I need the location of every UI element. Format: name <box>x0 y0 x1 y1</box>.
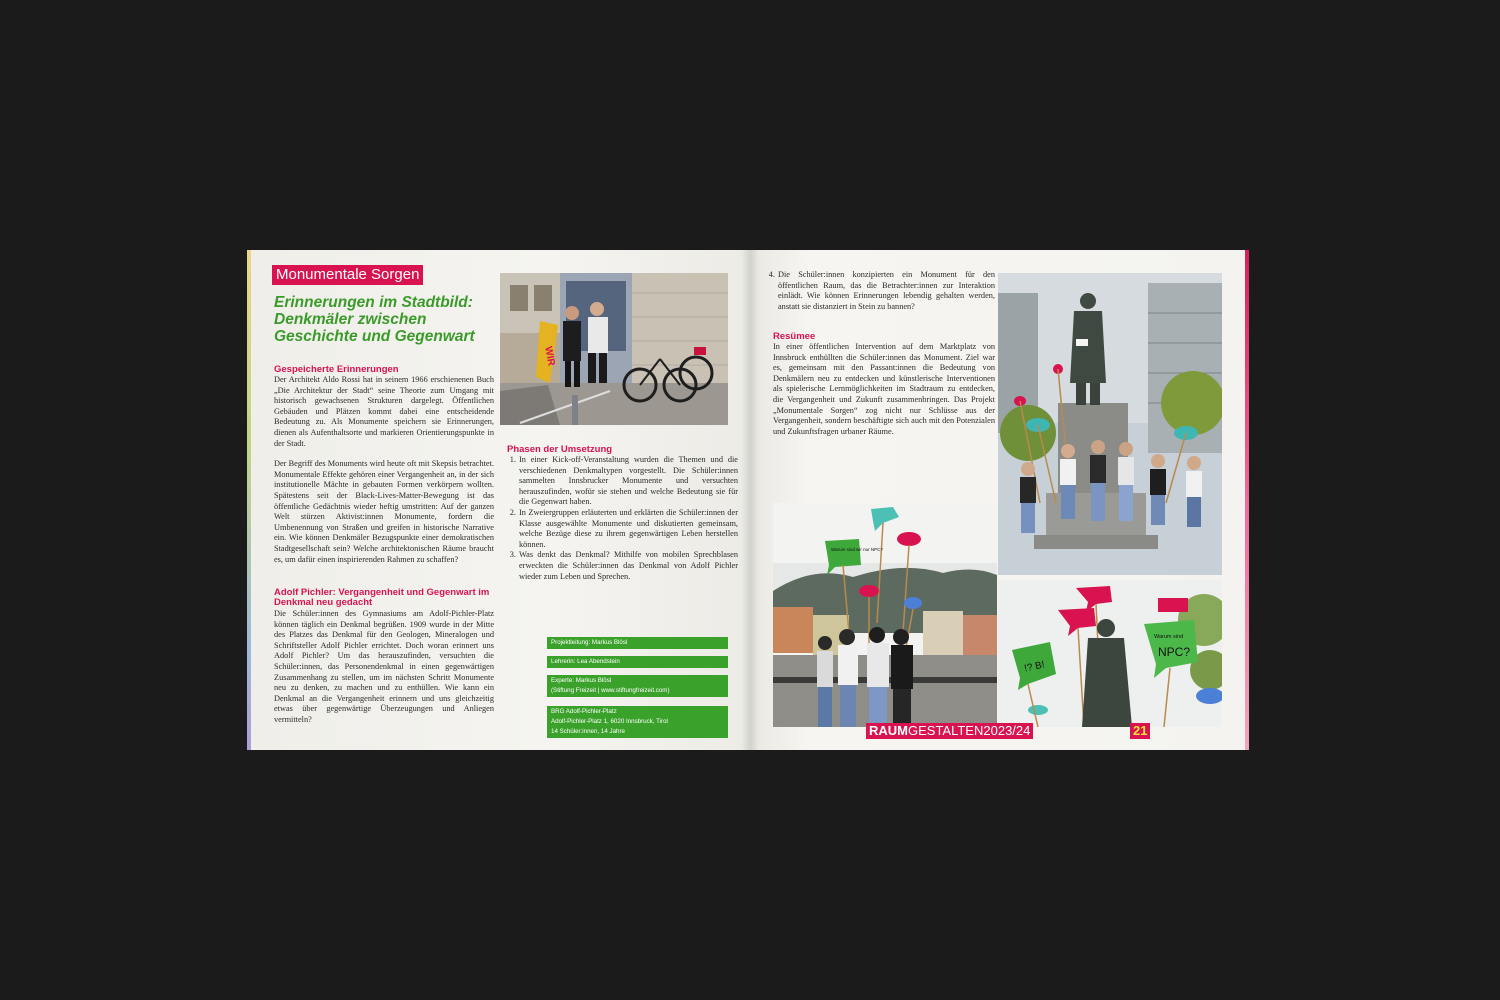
info-line: (Stiftung Freizeit | www.stiftungfreizeit.com) <box>551 687 670 694</box>
paragraph-resume: In einer öffentlichen Intervention auf dem Marktplatz von Innsbruck enthüllten die Schüler:innen das Monument. Ziel war es, gemeinsam mit den Passant:innen die Bedeutung von Denkmälern neu zu entdecken und künstlerische Interventionen als spielerische Lernmöglichkeiten im Stadtraum zu entdecken, die Vergangenheit und Zukunft zusammenbringen. Das Projekt „Monumentale Sorgen“ zog nicht nur Schlüsse aus der Vergangenheit, sondern beschäftigte sich auch mit den Potenzialen und Zukunftsfragen urbaner Räume. <box>773 342 995 436</box>
masthead-gestalten: GESTALTEN <box>908 723 984 738</box>
info-line: BRG Adolf-Pichler-Platz <box>551 708 617 715</box>
bubble-why-npc-text: Warum sind wir nur NPC? <box>831 547 883 552</box>
info-box-school <box>547 706 728 738</box>
phase-step-4: 4. Die Schüler:innen konzipierten ein Monument für den öffentlichen Raum, das die Betrachter:innen zur Interaktion einlädt. Wie können Erinnerungen lebendig gehalten werden, anstatt sie distanziert in Stein zu bannen? <box>777 270 995 312</box>
paragraph-rossi: Der Architekt Aldo Rossi hat in seinem 1966 erschienenen Buch „Die Architektur der Stadt“ seine Theorie zum Umgang mit historisch gewachsenen Strukturen dargelegt. Öffentlichen Gebäuden und Plätzen kommt dabei eine entscheidende Bedeutung zu. Als Monumente speichern sie Erinnerungen, dienen als Aufenthaltsorte und markieren Orientierungspunkte in der Stadt. <box>274 375 494 448</box>
bubble-short-text: !? B! <box>1023 659 1046 675</box>
sign-wir-text: WIR <box>542 345 557 367</box>
info-line: Experte: Markus Blösl <box>551 677 612 684</box>
article-headline: Erinnerungen im Stadtbild: Denkmäler zwischen Geschichte und Gegenwart <box>274 294 475 345</box>
spine-gutter <box>741 250 759 750</box>
photo-statue-students <box>998 273 1222 575</box>
section-memories-text <box>274 375 494 575</box>
right-page <box>750 250 1249 750</box>
page-number: 21 <box>1130 723 1150 739</box>
masthead-year: 2023/24 <box>983 723 1031 738</box>
bubble-npc-text: NPC? <box>1158 645 1191 659</box>
page-edge-left <box>247 250 251 750</box>
info-box-expert <box>547 675 728 697</box>
statue-students-illustration <box>998 273 1222 575</box>
section-heading-pichler: Adolf Pichler: Vergangenheit und Gegenwart im Denkmal neu gedacht <box>274 587 490 608</box>
students-street-illustration <box>500 273 728 425</box>
info-box-project-lead <box>547 637 728 649</box>
section-heading-phases: Phasen der Umsetzung <box>507 444 613 455</box>
phases-list-continued <box>766 270 995 312</box>
info-line: 14 Schüler:innen, 14 Jahre <box>551 728 625 735</box>
section-heading-memories: Gespeicherte Erinnerungen <box>274 364 399 375</box>
info-line: Projektleitung: Markus Blösl <box>551 639 628 646</box>
article-kicker: Monumentale Sorgen <box>272 265 423 285</box>
photo-statue-bubbles <box>998 580 1222 727</box>
statue-bubbles-illustration <box>998 580 1222 727</box>
phase-step-2: 2. In Zweiergruppen erläuterten und erklärten die Schüler:innen der Klasse ausgewählte Monumente und diskutierten gemeinsam, welche Bezüge diese zu ihrem gegenwärtigen Leben herstellen können. <box>518 508 738 550</box>
paragraph-monument-concept: Der Begriff des Monuments wird heute oft mit Skepsis betrachtet. Monumentale Effekte gehören einer Vergangenheit an, in der sich institutionelle Mächte in gebauten Formen verkörpern wollten. Spätestens seit der Black-Lives-Matter-Bewegung ist das öffentliche Gedächtnis wieder heftig umstritten: Auf der ganzen Welt stürzen Aktivist:innen Monumente, fordern die Umbenennung von Straßen und greifen in historische Narrative ein. Wie können Denkmäler Bezugspunkte einer demokratischen Stadtgesellschaft sein? Welche architektonischen Räume braucht es, um dafür einen inspirierenden Rahmen zu schaffen? <box>274 459 494 564</box>
info-line: Lehrerin: Lea Abendstein <box>551 658 620 665</box>
magazine-spread <box>247 250 1249 750</box>
left-page <box>247 250 750 750</box>
page-edge-right <box>1245 250 1249 750</box>
phase-step-1: 1. In einer Kick-off-Veranstaltung wurden die Themen und die verschiedenen Denkmaltypen vorgestellt. Die Schüler:innen sammelten Innsbrucker Monumente und versuchten herauszufinden, wofür sie stehen und welche Bedeutung sie für die Gegenwart haben. <box>518 455 738 508</box>
bubble-warum-text: Warum sind <box>1154 634 1184 640</box>
masthead-raum: RAUM <box>869 723 908 738</box>
paragraph-pichler: Die Schüler:innen des Gymnasiums am Adolf-Pichler-Platz können täglich ein Denkmal begrüßen. 1909 wurde in der Mitte des Platzes das Denkmal für den Geologen, Mineralogen und Schriftsteller Adolf Pichler errichtet. Doch woran erinnert uns Adolf Pichler? Um das herauszufinden, versuchten die Schüler:innen, das Personendenkmal in einen gegenwärtigen Zusammenhang zu stellen, um im nächsten Schritt Monumente neu zu denken, zu machen und zu enthüllen. Wie kann ein Denkmal an die Vergangenheit erinnern und uns gleichzeitig etwas über gegenwärtige Überzeugungen und Anliegen vermitteln? <box>274 609 494 724</box>
photo-students-bubbles <box>773 503 997 727</box>
magazine-masthead <box>866 723 1033 739</box>
section-pichler-text <box>274 609 494 736</box>
phases-list <box>507 455 738 582</box>
info-line: Adolf-Pichler-Platz 1, 6020 Innsbruck, Tirol <box>551 718 668 725</box>
info-box-teacher <box>547 656 728 668</box>
section-heading-resume: Resümee <box>773 331 816 342</box>
section-resume-text <box>773 342 995 447</box>
photo-students-street <box>500 273 728 425</box>
students-bubbles-illustration <box>773 503 997 727</box>
phase-step-3: 3. Was denkt das Denkmal? Mithilfe von mobilen Sprechblasen erweckten die Schüler:innen das Denkmal von Adolf Pichler wieder zum Leben und Sprechen. <box>518 550 738 582</box>
